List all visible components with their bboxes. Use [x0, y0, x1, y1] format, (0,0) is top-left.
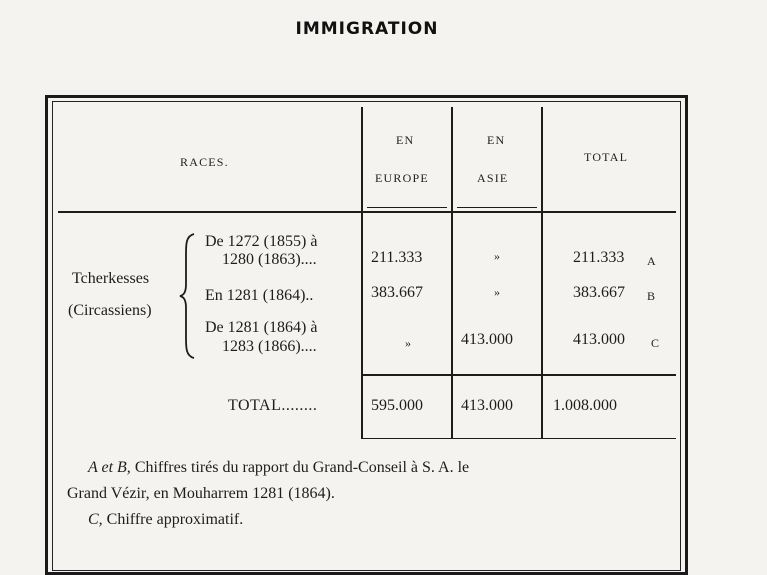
total-asia: 413.000 — [461, 397, 513, 414]
row1-period-line1: De 1272 (1855) à — [205, 233, 318, 250]
total-separator — [362, 374, 676, 376]
total-europe: 595.000 — [371, 397, 423, 414]
row2-ref: B — [647, 289, 656, 303]
header-asia-line1: EN — [487, 133, 506, 147]
europe-header-underline — [367, 207, 447, 208]
column-divider-2 — [451, 107, 453, 439]
footnote-c-letter: C, — [88, 511, 103, 528]
column-divider-3 — [541, 107, 543, 439]
row3-total: 413.000 — [573, 331, 625, 348]
total-label: TOTAL........ — [228, 397, 318, 414]
total-grand: 1.008.000 — [553, 397, 617, 414]
row3-period-line2: 1283 (1866).... — [222, 338, 317, 355]
row3-europe: » — [405, 336, 411, 350]
column-divider-1 — [361, 107, 363, 439]
brace-icon — [178, 232, 198, 360]
table-bottom-rule — [362, 438, 676, 439]
footnote-c-text: Chiffre approximatif. — [106, 511, 244, 528]
row1-ref: A — [647, 254, 656, 268]
row1-period-line2: 1280 (1863).... — [222, 251, 317, 268]
asia-header-underline — [457, 207, 537, 208]
header-europe-line2: EUROPE — [375, 171, 429, 185]
row1-total: 211.333 — [573, 249, 625, 266]
group-label-line1: Tcherkesses — [72, 270, 150, 287]
row2-total: 383.667 — [573, 284, 625, 301]
footnote-ab — [88, 459, 469, 477]
row1-asia: » — [494, 249, 500, 263]
header-asia-line2: ASIE — [477, 171, 509, 185]
footnote-c — [88, 511, 243, 529]
row2-europe: 383.667 — [371, 284, 423, 301]
header-total: TOTAL — [584, 150, 629, 164]
header-races: RACES. — [180, 155, 229, 169]
header-separator — [58, 211, 676, 213]
footnote-ab-text: Chiffres tirés du rapport du Grand-Conseil à S. A. le — [134, 459, 470, 476]
group-label-line2: (Circassiens) — [68, 302, 152, 319]
footnote-ab-continued: Grand Vézir, en Mouharrem 1281 (1864). — [67, 485, 335, 502]
row2-asia: » — [494, 285, 500, 299]
page-title: IMMIGRATION — [295, 19, 439, 39]
row3-asia: 413.000 — [461, 331, 513, 348]
row2-period-line1: En 1281 (1864).. — [205, 287, 314, 304]
row3-period-line1: De 1281 (1864) à — [205, 319, 318, 336]
footnote-ab-letters: A et B, — [88, 459, 131, 476]
header-europe-line1: EN — [396, 133, 415, 147]
row3-ref: C — [651, 336, 660, 350]
row1-europe: 211.333 — [371, 249, 423, 266]
